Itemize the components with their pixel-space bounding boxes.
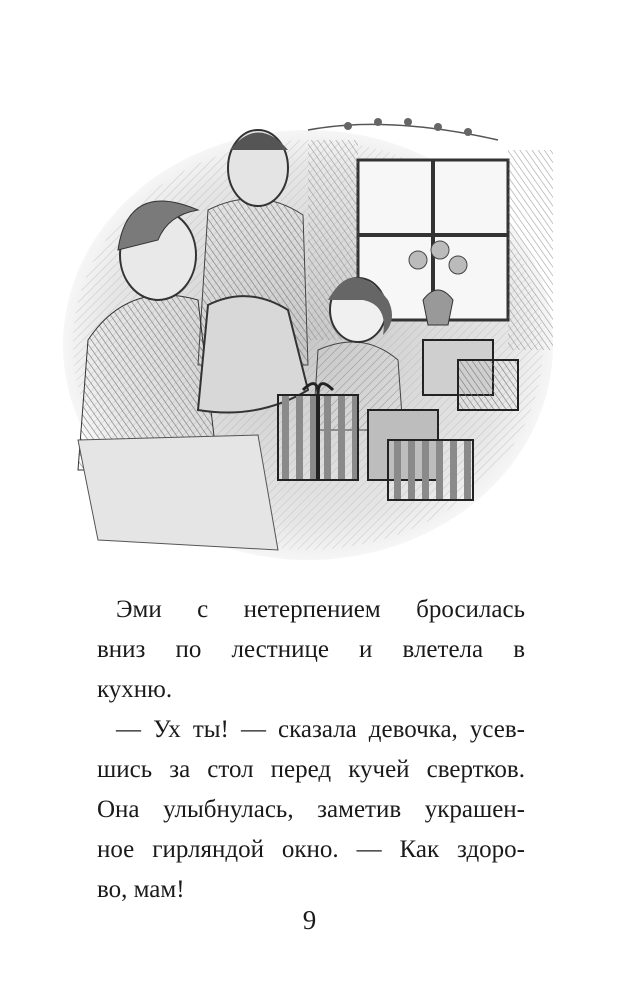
page-number: 9: [302, 905, 317, 935]
text-line: ное гирляндой окно. — Как здоро-: [97, 836, 525, 863]
text-line: Она улыбнулась, заметив украшен-: [97, 796, 525, 823]
sketch-illustration: [58, 110, 558, 570]
text-line: Эми с нетерпением бросилась: [116, 596, 525, 623]
text-line: во, мам!: [97, 876, 185, 903]
text-line: кухню.: [97, 676, 173, 703]
text-line: шись за стол перед кучей свертков.: [97, 756, 525, 783]
kitchen-table: [78, 435, 278, 550]
text-line: — Ух ты! — сказала девочка, усев-: [116, 716, 525, 743]
text-line: вниз по лестнице и влетела в: [97, 636, 525, 663]
body-text: [97, 590, 525, 910]
